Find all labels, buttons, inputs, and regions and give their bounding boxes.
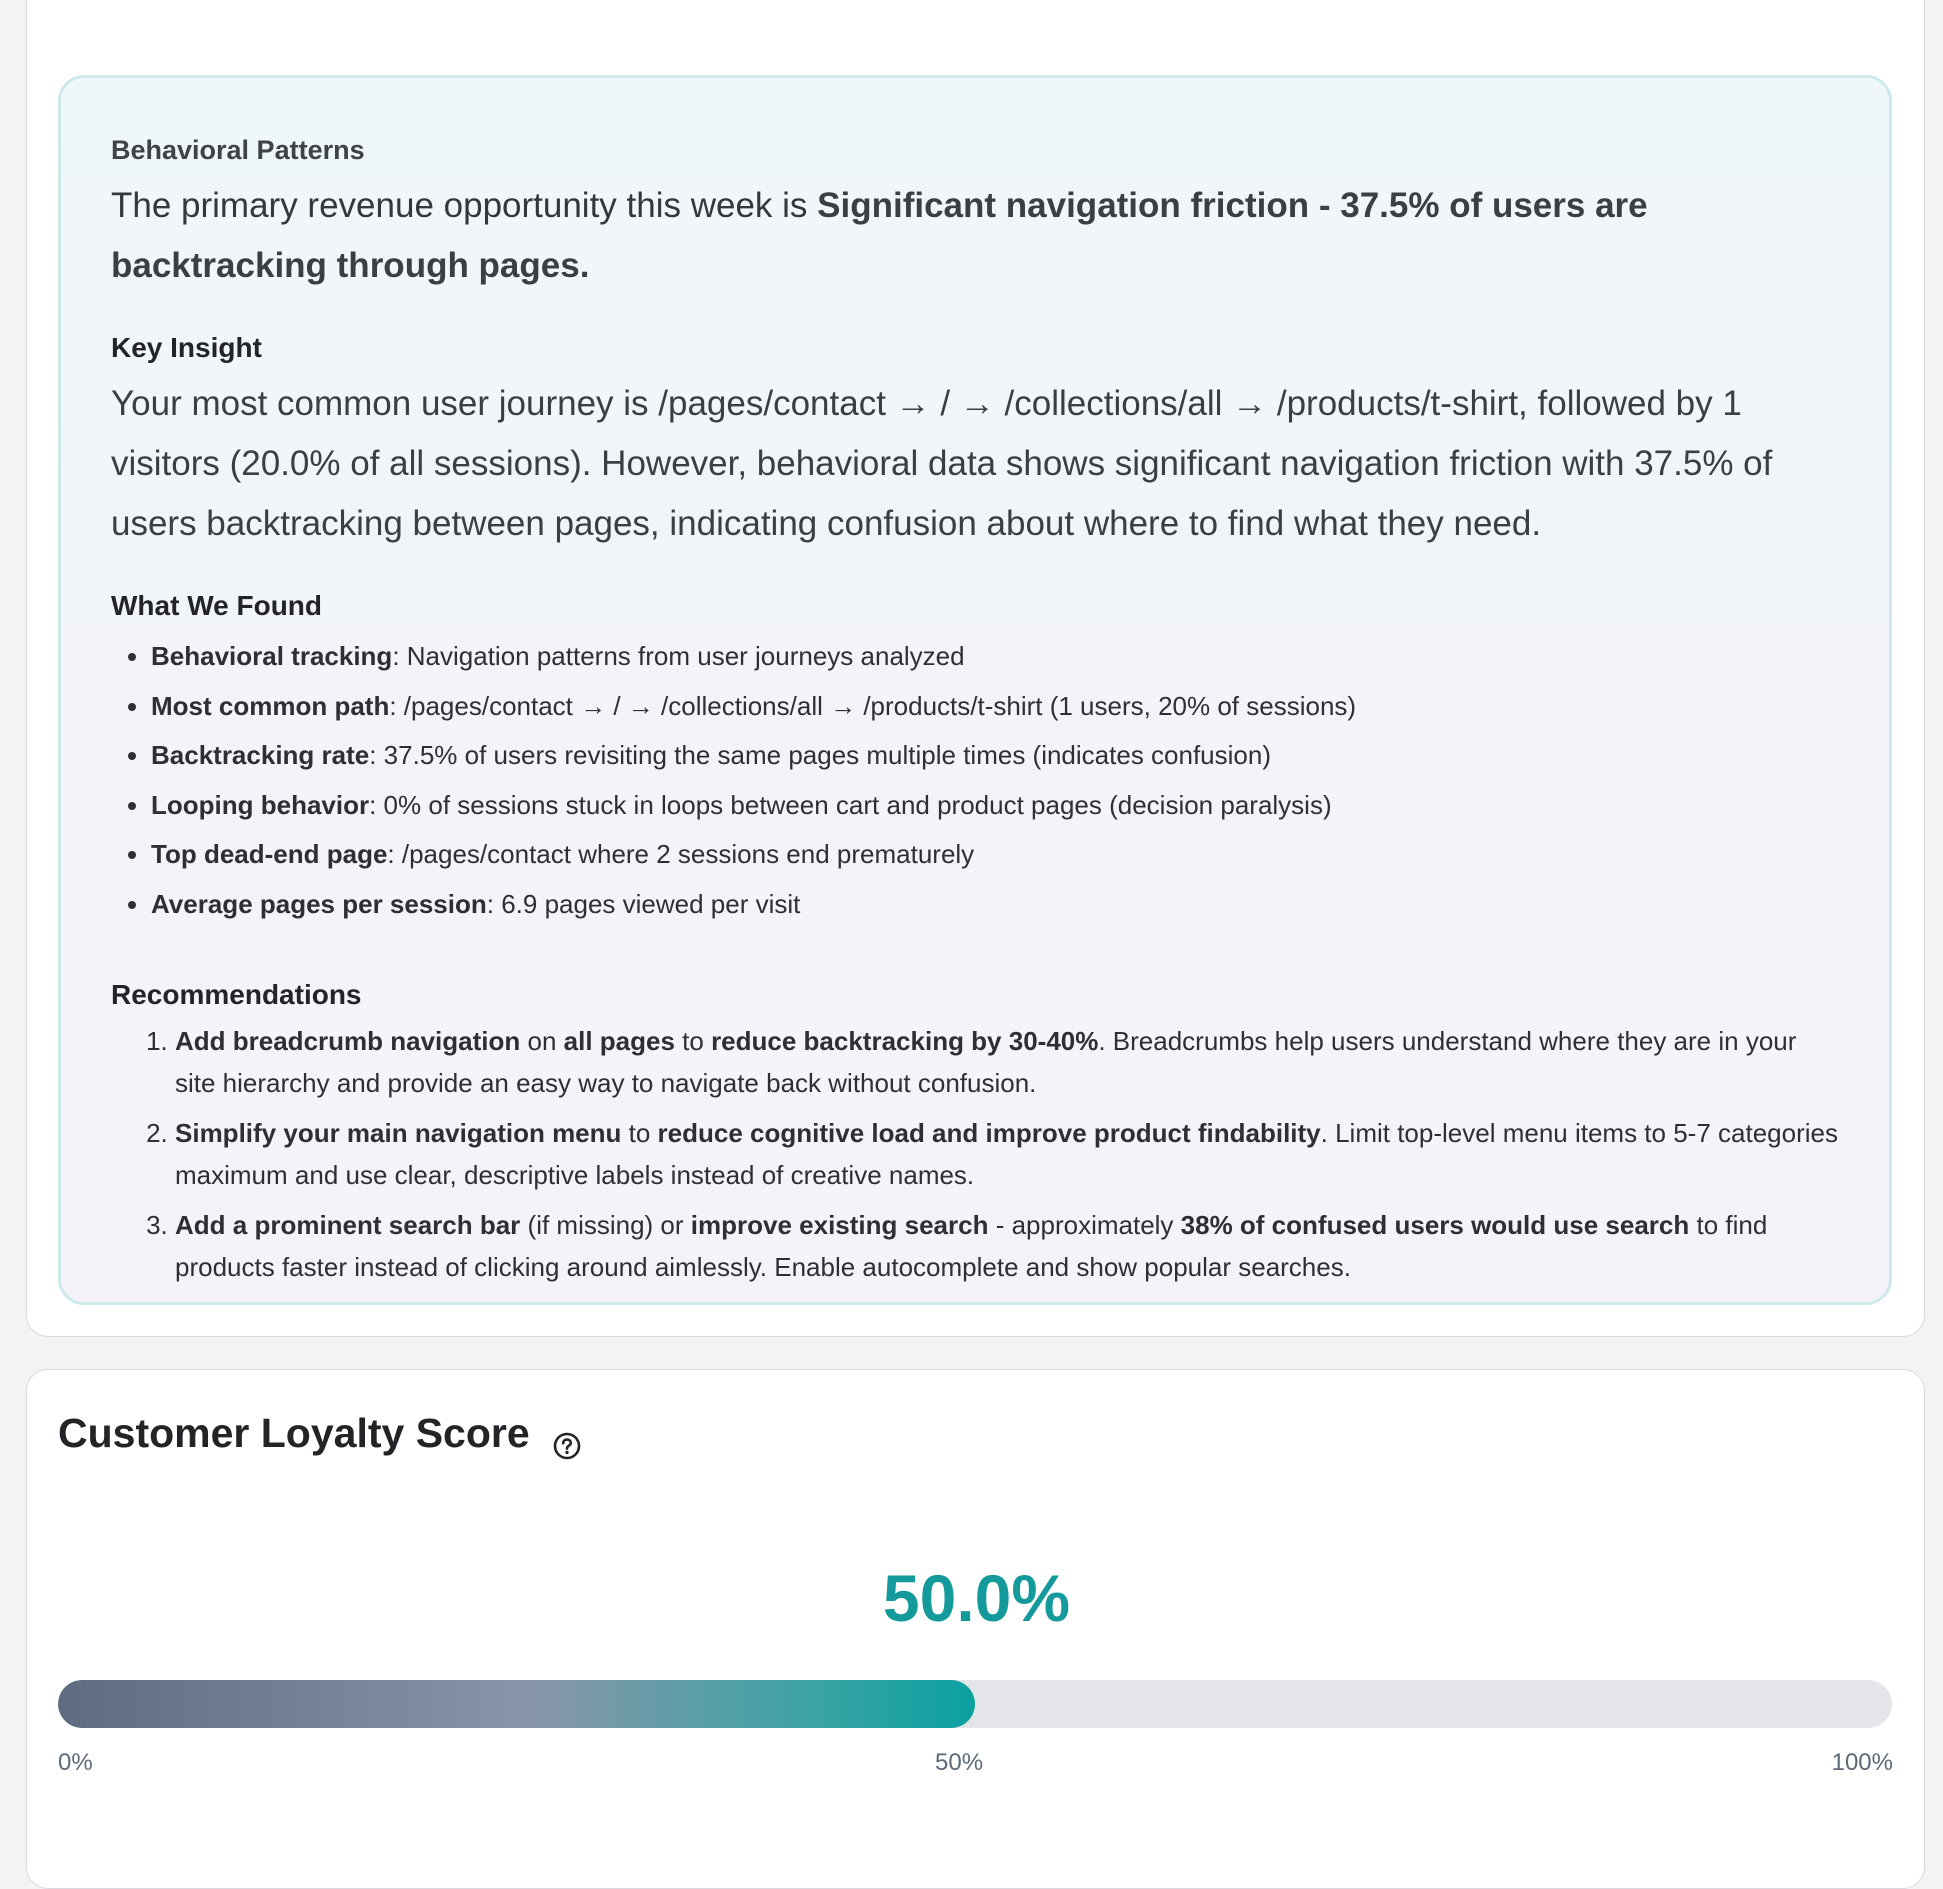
- rec-bold: all pages: [563, 1026, 675, 1056]
- behavioral-patterns-card: [58, 75, 1892, 1305]
- rec-bold: improve existing search: [690, 1210, 989, 1240]
- list-item: [175, 1205, 1839, 1288]
- list-item: [175, 1113, 1839, 1196]
- rec-text: (if missing) or: [520, 1210, 691, 1240]
- rec-text: to: [621, 1118, 658, 1148]
- question-circle-icon[interactable]: [552, 1422, 582, 1452]
- loyalty-title-row: [58, 1408, 582, 1458]
- list-item: [151, 632, 1839, 682]
- loyalty-score-value: 50.0%: [882, 1561, 1071, 1635]
- finding-text: : Navigation patterns from user journeys analyzed: [392, 641, 965, 671]
- rec-bold: reduce backtracking by 30-40%: [711, 1026, 1099, 1056]
- finding-label: Top dead-end page: [151, 839, 388, 869]
- rec-text: - approximately: [988, 1210, 1181, 1240]
- finding-text: : 6.9 pages viewed per visit: [486, 888, 801, 919]
- recommendations-list: [111, 1021, 1839, 1288]
- customer-loyalty-card: [26, 1369, 1925, 1889]
- recommendations-heading: Recommendations: [111, 979, 362, 1010]
- rec-bold: Add a prominent search bar: [175, 1210, 521, 1240]
- rec-text: to find products faster instead of clicking around aimlessly. Enable autocomplete and show popular searches.: [175, 1210, 1768, 1282]
- rec-text: to: [674, 1026, 712, 1056]
- key-insight-heading: Key Insight: [111, 332, 262, 363]
- summary-text: [111, 176, 1839, 296]
- key-insight-text: Your most common user journey is /pages/contact → / → /collections/all → /products/t-shirt, followed by 1 visitors (20.0% of all sessions). However, behavioral data shows significant navigation friction with 37.5% of users backtracking between pages, indicating confusion about where to find what they need.: [111, 384, 1773, 543]
- rec-text: on: [520, 1026, 564, 1056]
- list-item: [151, 830, 1839, 880]
- rec-bold: Add breadcrumb navigation: [175, 1026, 521, 1056]
- finding-label: Most common path: [151, 690, 390, 721]
- finding-text: : 37.5% of users revisiting the same pages multiple times (indicates confusion): [369, 740, 1271, 770]
- what-we-found-heading: What We Found: [111, 590, 322, 621]
- list-item: [175, 1021, 1839, 1104]
- loyalty-title: Customer Loyalty Score: [58, 1410, 530, 1456]
- list-item: [151, 880, 1839, 930]
- tick-label-min: 0%: [58, 1749, 93, 1776]
- finding-text: : /pages/contact → / → /collections/all → /products/t-shirt (1 users, 20% of sessions): [389, 690, 1357, 721]
- rec-bold: reduce cognitive load and improve product findability: [657, 1118, 1321, 1148]
- tick-label-mid: 50%: [935, 1749, 984, 1776]
- finding-text: : /pages/contact where 2 sessions end prematurely: [387, 839, 975, 869]
- section-label: Behavioral Patterns: [111, 135, 365, 165]
- rec-text: . Breadcrumbs help users understand where they are in your site hierarchy and provide an easy way to navigate back without confusion.: [175, 1026, 1797, 1098]
- list-item: [151, 731, 1839, 781]
- finding-label: Backtracking rate: [151, 740, 370, 770]
- rec-bold: Simplify your main navigation menu: [175, 1118, 622, 1148]
- finding-label: Behavioral tracking: [151, 641, 393, 671]
- rec-bold: 38% of confused users would use search: [1180, 1210, 1690, 1240]
- findings-list: [111, 632, 1839, 929]
- list-item: [151, 682, 1839, 732]
- loyalty-progress-fill: [58, 1680, 975, 1728]
- summary-highlight: Significant navigation friction - 37.5% of users are backtracking through pages.: [111, 186, 1648, 285]
- finding-label: Average pages per session: [151, 888, 487, 919]
- finding-label: Looping behavior: [151, 789, 370, 820]
- tick-label-max: 100%: [1831, 1749, 1893, 1776]
- list-item: [151, 781, 1839, 831]
- finding-text: : 0% of sessions stuck in loops between cart and product pages (decision paralysis): [369, 789, 1332, 820]
- rec-text: . Limit top-level menu items to 5-7 categories maximum and use clear, descriptive labels instead of creative names.: [175, 1118, 1838, 1190]
- summary-prefix: The primary revenue opportunity this week is: [111, 186, 818, 225]
- loyalty-progress-bar: [58, 1680, 1892, 1728]
